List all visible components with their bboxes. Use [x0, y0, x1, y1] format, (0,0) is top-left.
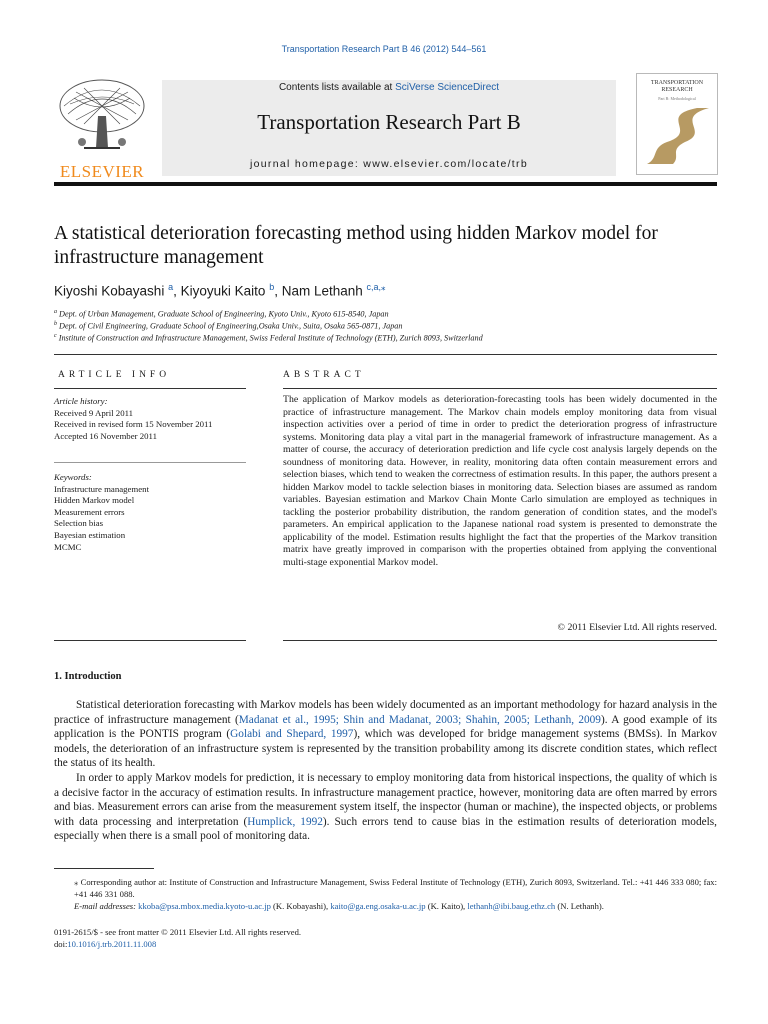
journal-cover-thumbnail	[636, 73, 718, 175]
article-history	[54, 396, 246, 442]
author-list	[54, 282, 386, 299]
citation-link[interactable]: Humplick, 1992	[247, 815, 323, 828]
email-link[interactable]: kkoba@psa.mbox.media.kyoto-u.ac.jp	[138, 900, 271, 911]
text-run: ). A good example of its application is the PONTIS program (	[54, 713, 718, 741]
sciencedirect-link[interactable]: SciVerse ScienceDirect	[395, 82, 500, 93]
history-item: Received in revised form 15 November 2011	[54, 419, 213, 430]
corresponding-author-note	[54, 877, 717, 901]
affiliation	[54, 321, 403, 331]
email-owner: (K. Kaito),	[427, 900, 466, 911]
keyword-item: Measurement errors	[54, 506, 125, 517]
abstract-rule	[283, 388, 717, 389]
email-link[interactable]: kaito@ga.eng.osaka-u.ac.jp	[330, 900, 426, 911]
history-item: Accepted 16 November 2011	[54, 430, 158, 441]
doi-link[interactable]: 10.1016/j.trb.2011.11.008	[67, 938, 157, 949]
author-name: Kiyoyuki Kaito	[180, 283, 266, 299]
author-name: Nam Lethanh	[281, 283, 363, 299]
title-rule	[54, 354, 717, 355]
text-run: In order to apply Markov models for prediction, it is necessary to employ monitoring data from historical inspections, the quality of which is a decisive factor in the accuracy of estimation results. In infrastructure management practice, however, monitoring data are often marred by errors and bias. Measurement errors can arise from the measurement system itself, the inspector (human or machine), the inspected objects, or problems with data processing and interpretation (	[54, 771, 717, 828]
history-item: Received 9 April 2011	[54, 407, 134, 418]
keywords-label: Keywords:	[54, 472, 92, 482]
cover-title: TRANSPORTATION RESEARCH	[650, 80, 704, 93]
citation-link[interactable]: Golabi and Shepard, 1997	[230, 728, 354, 741]
abstract-bottom-rule	[283, 640, 717, 641]
email-label: E-mail addresses:	[74, 900, 136, 911]
affiliation	[54, 333, 483, 343]
paragraph	[54, 771, 717, 844]
affiliation-text: Dept. of Civil Engineering, Graduate School of Engineering,Osaka Univ., Suita, Osaka 565-0871, Japan	[59, 321, 403, 331]
affiliation-mark: a	[54, 309, 57, 315]
affiliation-text: Dept. of Urban Management, Graduate School of Engineering, Kyoto Univ., Kyoto 615-8540, Japan	[59, 309, 389, 319]
abstract-copyright: © 2011 Elsevier Ltd. All rights reserved.	[557, 622, 717, 633]
author-separator: ,	[274, 283, 282, 299]
contents-prefix: Contents lists available at	[278, 82, 393, 93]
elsevier-wordmark: ELSEVIER	[59, 162, 145, 181]
email-owner: (K. Kobayashi),	[273, 900, 329, 911]
author-affiliation-mark[interactable]: b	[269, 282, 275, 292]
author-separator: ,	[173, 283, 181, 299]
keyword-item: MCMC	[54, 541, 82, 552]
front-matter-text: 0191-2615/$ - see front matter © 2011 Elsevier Ltd. All rights reserved.	[54, 927, 302, 937]
journal-title: Transportation Research Part B	[257, 110, 521, 134]
footnote-text: Corresponding author at: Institute of Construction and Infrastructure Management, Swiss Federal Institute of Technology (ETH), Zurich 8093, Switzerland. Tel.: +41 446 333 080; fax: +41 446 331 088.	[74, 877, 717, 899]
doi-line	[54, 939, 301, 951]
history-label: Article history:	[54, 396, 108, 406]
footnote-rule	[54, 868, 154, 869]
doi-label: doi:	[54, 938, 68, 949]
keyword-item: Selection bias	[54, 518, 104, 529]
paper-title: A statistical deterioration forecasting method using hidden Markov model for infrastructure management	[54, 223, 658, 268]
email-owner: (N. Lethanh).	[557, 900, 604, 911]
cover-subtitle: Part B: Methodological	[658, 96, 696, 101]
keyword-item: Infrastructure management	[54, 483, 150, 494]
affiliation-mark: c	[54, 333, 57, 339]
abstract-text: The application of Markov models as deterioration-forecasting tools has been widely documented in the practice of infrastructure management. The Markov chain models employ monitoring data from visual inspection activities over a period of time in order to predict the deterioration progress of infrastructure systems. Monitoring data play a vital part in the managerial framework of infrastructure management. As a matter of course, the accuracy of deterioration prediction and life cycle cost analysis largely depends on the soundness of monitoring data. However, in reality, monitoring data often contain measurement errors and selection biases, which tend to weaken the correctness of estimation results. In this paper, the authors present a hidden Markov model to tackle selection biases in monitoring data. Selection biases are assumed as random variables. Bayesian estimation and Markov Chain Monte Carlo simulation are employed as techniques in tackling the posterior probability distribution, the random generation of condition states, and the model's parameters. An empirical application to the Japanese national road system is presented to demonstrate the applicability of the model. Estimation results highlight the fact that the properties of the Markov transition matrix have greatly improved in comparison with the properties obtained from applying the conventional multi-stage exponential Markov model.	[283, 394, 717, 568]
elsevier-logo	[54, 76, 150, 181]
affiliation-mark: b	[54, 321, 57, 327]
affiliation	[54, 309, 389, 319]
journal-reference[interactable]: Transportation Research Part B 46 (2012) 544–561	[281, 44, 487, 54]
author-name: Kiyoshi Kobayashi	[54, 283, 165, 299]
abstract-heading: ABSTRACT	[283, 370, 365, 380]
author-affiliation-mark[interactable]: a	[168, 282, 174, 292]
article-info-heading: ARTICLE INFO	[58, 370, 171, 380]
citation-link[interactable]: Madanat et al., 1995; Shin and Madanat, 2003; Shahin, 2005; Lethanh, 2009	[238, 713, 601, 726]
journal-homepage[interactable]: journal homepage: www.elsevier.com/locate/trb	[250, 158, 528, 170]
article-info-bottom-rule	[54, 640, 246, 641]
elsevier-tree-icon	[54, 76, 150, 156]
affiliation-text: Institute of Construction and Infrastructure Management, Swiss Federal Institute of Technology (ETH), Zurich 8093, Switzerland	[58, 333, 483, 343]
email-link[interactable]: lethanh@ibi.baug.ethz.ch	[467, 900, 556, 911]
email-addresses	[54, 901, 717, 913]
keyword-item: Hidden Markov model	[54, 495, 135, 506]
article-info-rule	[54, 388, 246, 389]
footnote	[54, 877, 717, 912]
footnote-mark: ⁎	[74, 877, 79, 887]
author-affiliation-mark[interactable]: c,a,⁎	[366, 282, 386, 292]
text-run: ). Such errors tend to cause bias in the estimation results of deterioration models, especially when there is a small pool of monitoring data.	[54, 815, 717, 843]
contents-line	[162, 82, 616, 93]
cover-road-icon	[637, 102, 717, 172]
text-run: ), which was developed for bridge management systems (BMSs). In Markov models, the deterioration of an infrastructure system is represented by the transition probability among its discrete condition states, which reflect the status of its health.	[54, 728, 717, 770]
keywords	[54, 472, 246, 553]
keywords-rule	[54, 462, 246, 463]
introduction-body	[54, 698, 717, 844]
masthead-rule	[54, 182, 717, 186]
section-heading-introduction: 1. Introduction	[54, 671, 122, 682]
paragraph	[54, 698, 717, 771]
front-matter	[54, 927, 301, 951]
keyword-item: Bayesian estimation	[54, 529, 126, 540]
text-run: Statistical deterioration forecasting with Markov models has been widely documented as an important methodology for hazard analysis in the practice of infrastructure management (	[54, 699, 717, 726]
